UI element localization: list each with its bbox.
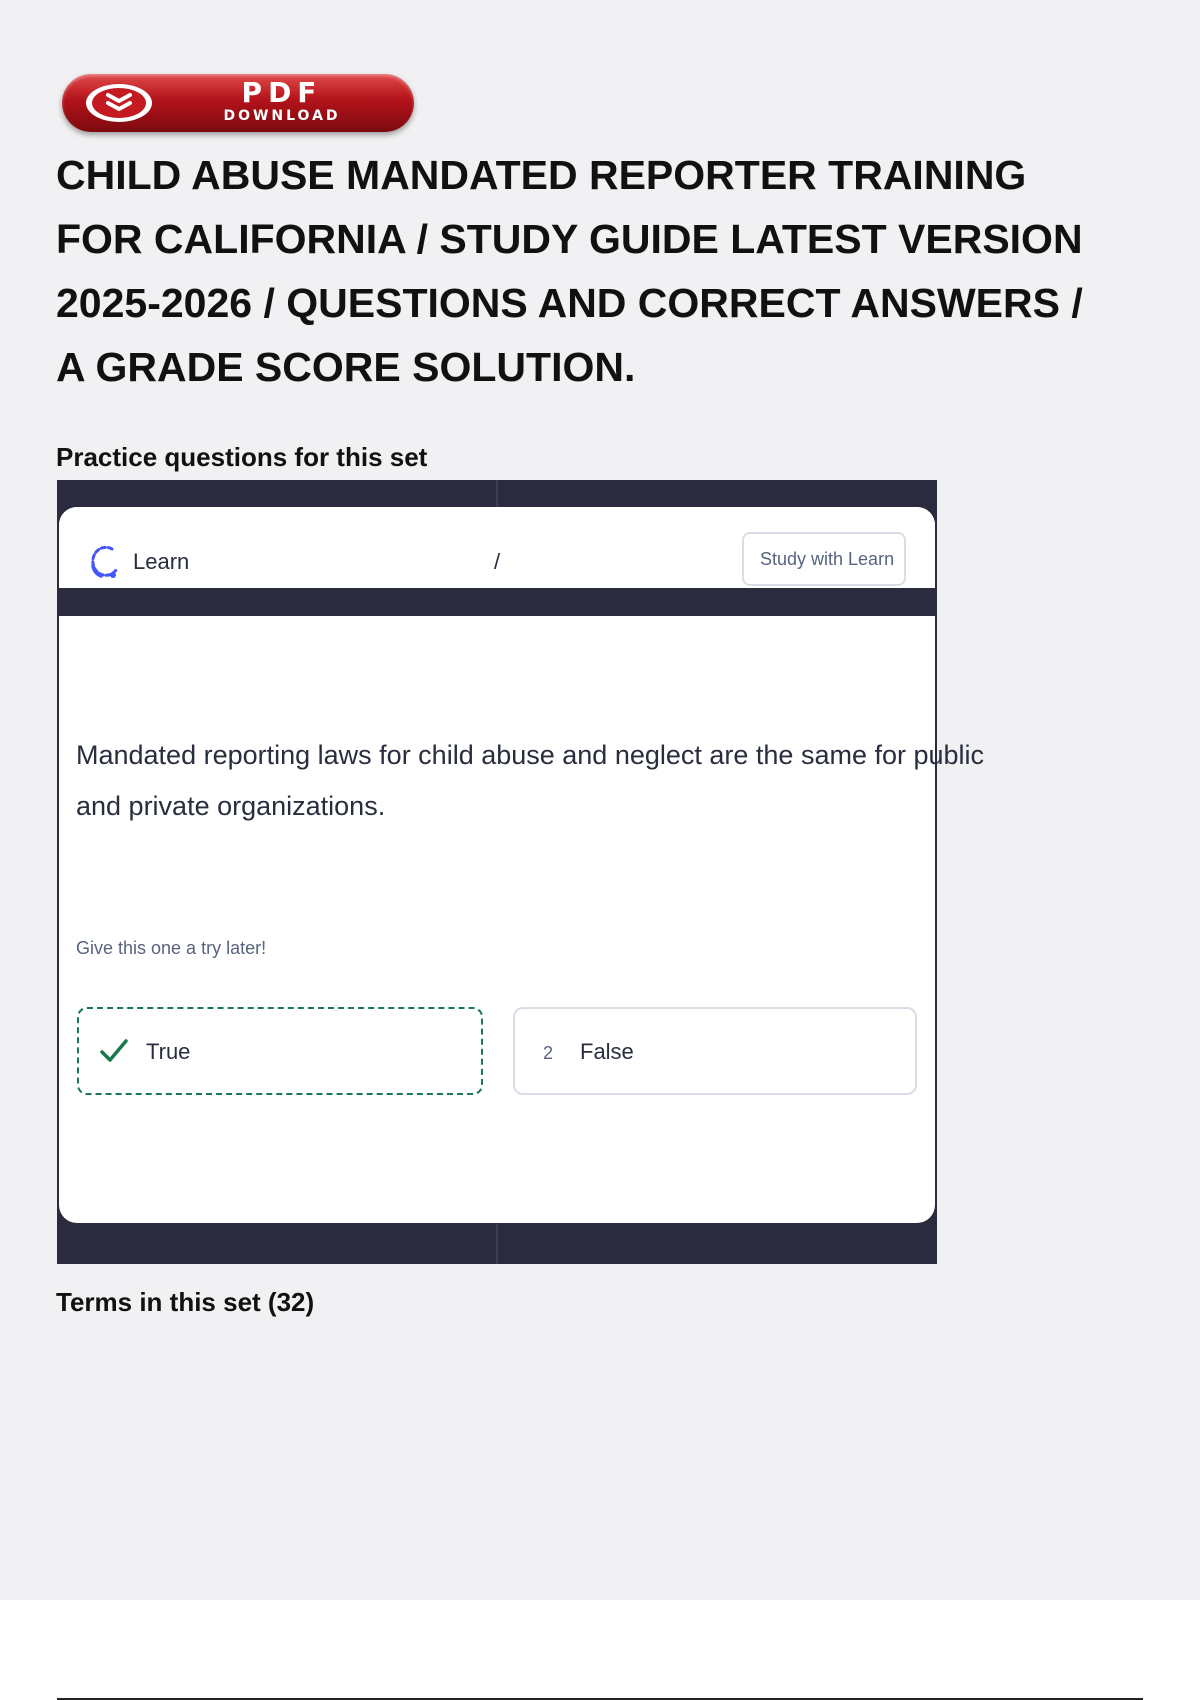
breadcrumb-separator: / bbox=[494, 549, 501, 574]
card-header bbox=[59, 507, 935, 588]
learn-card bbox=[59, 507, 935, 1223]
option-label: False bbox=[580, 1039, 634, 1064]
learn-cycle-icon bbox=[87, 542, 123, 582]
study-with-learn-button[interactable]: Study with Learn bbox=[742, 532, 906, 586]
pdf-download-badge[interactable] bbox=[62, 74, 414, 132]
practice-questions-heading: Practice questions for this set bbox=[56, 442, 428, 472]
learn-mode-label[interactable]: Learn bbox=[133, 549, 190, 574]
frame-divider bbox=[496, 480, 498, 508]
badge-pdf-text: PDF bbox=[241, 76, 323, 109]
option-number: 2 bbox=[543, 1043, 554, 1063]
question-text: Mandated reporting laws for child abuse and neglect are the same for public and private organizations. bbox=[76, 740, 985, 821]
hint-text: Give this one a try later! bbox=[76, 938, 267, 958]
frame-divider bbox=[496, 1224, 498, 1264]
answer-option-false[interactable] bbox=[513, 1007, 917, 1095]
document-title: CHILD ABUSE MANDATED REPORTER TRAINING FOR CALIFORNIA / STUDY GUIDE LATEST VERSION 2025-2026 / QUESTIONS AND CORRECT ANSWERS / A GRADE SCORE SOLUTION. bbox=[56, 152, 1083, 390]
download-chevron-icon bbox=[86, 84, 152, 122]
learn-embed-frame bbox=[57, 480, 937, 1264]
answer-option-true[interactable] bbox=[77, 1007, 483, 1095]
check-icon bbox=[99, 1037, 129, 1065]
terms-heading: Terms in this set (32) bbox=[56, 1287, 315, 1317]
badge-download-text: DOWNLOAD bbox=[223, 108, 341, 124]
header-band bbox=[59, 588, 935, 616]
option-label: True bbox=[146, 1039, 191, 1064]
